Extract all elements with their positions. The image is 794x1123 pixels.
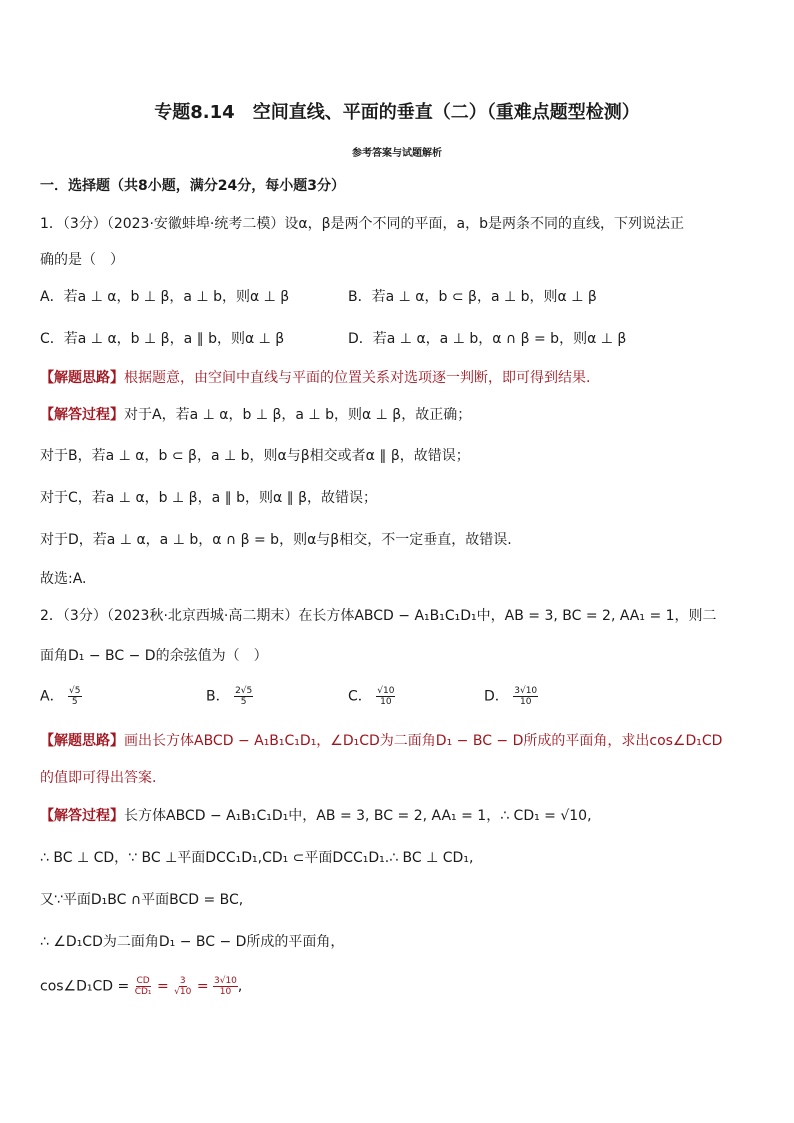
q2-option-a — [40, 686, 82, 707]
frac-denominator: 10 — [519, 697, 532, 707]
page-title: 专题8.14 空间直线、平面的垂直（二）（重难点题型检测） — [154, 102, 640, 123]
q2-option-d-letter: D． — [484, 688, 509, 705]
q2-idea-text: 画出长方体ABCD − A₁B₁C₁D₁，∠D₁CD为二面角D₁ − BC − D所成的平面角，求出cos∠D₁CD — [124, 733, 723, 749]
frac-denominator: 5 — [71, 697, 78, 707]
q2-cos-frac-3 — [213, 976, 238, 997]
q1-solution-process — [40, 405, 754, 425]
q2-option-a-letter: A． — [40, 688, 64, 705]
q1-option-a: A．若a ⊥ α，b ⊥ β，a ⊥ b，则α ⊥ β — [40, 289, 290, 305]
frac-denominator: 5 — [240, 697, 247, 707]
q2-stem-line1: 2．（3分）（2023秋·北京西城·高二期末）在长方体ABCD − A₁B₁C₁D₁中，AB = 3, BC = 2, AA₁ = 1，则二 — [40, 608, 717, 624]
q2-cos-equation — [40, 976, 754, 997]
page-subtitle: 参考答案与试题解析 — [352, 148, 442, 159]
q2-option-d-fraction — [513, 686, 538, 707]
equals-sign: = — [196, 978, 209, 995]
q2-option-b — [206, 686, 253, 707]
q2-cos-suffix: , — [237, 978, 243, 995]
frac-numerator: √10 — [377, 686, 395, 696]
q1-idea-tag: 【解题思路】 — [40, 370, 124, 386]
q1-process-line-b: 对于B，若a ⊥ α，b ⊂ β，a ⊥ b，则α与β相交或者α ∥ β，故错误； — [40, 448, 470, 464]
q1-solution-idea — [40, 368, 754, 388]
frac-numerator: 3 — [179, 976, 186, 986]
q2-process-text: 长方体ABCD − A₁B₁C₁D₁中，AB = 3, BC = 2, AA₁ = 1，∴ CD₁ = √10, — [124, 808, 592, 824]
q2-option-c-fraction — [376, 686, 395, 707]
q1-option-c: C．若a ⊥ α，b ⊥ β，a ∥ b，则α ⊥ β — [40, 331, 285, 347]
frac-denominator: 10 — [219, 987, 232, 997]
q2-process-tag: 【解答过程】 — [40, 808, 124, 824]
q2-option-d — [484, 686, 538, 707]
frac-numerator: 3√10 — [214, 976, 237, 986]
frac-numerator: 3√10 — [514, 686, 538, 696]
q2-option-c-letter: C． — [348, 688, 372, 705]
q2-solution-process — [40, 806, 754, 826]
frac-denominator: 10 — [380, 697, 392, 707]
q2-option-b-fraction — [234, 686, 253, 707]
section-heading: 一．选择题（共8小题，满分24分，每小题3分） — [40, 178, 345, 194]
q1-option-d: D．若a ⊥ α，a ⊥ b，α ∩ β = b，则α ⊥ β — [348, 331, 627, 347]
q2-solution-idea — [40, 731, 754, 751]
q1-option-b: B．若a ⊥ α，b ⊂ β，a ⊥ b，则α ⊥ β — [348, 289, 597, 305]
frac-denominator: CD₁ — [134, 987, 152, 997]
q2-idea-text-2: 的值即可得出答案. — [40, 770, 157, 786]
q2-process-line-3: ∴ ∠D₁CD为二面角D₁ − BC − D所成的平面角， — [40, 934, 345, 950]
frac-numerator: 2√5 — [235, 686, 253, 696]
q1-idea-text: 根据题意，由空间中直线与平面的位置关系对选项逐一判断，即可得到结果. — [124, 370, 591, 386]
frac-numerator: √5 — [69, 686, 81, 696]
q2-process-line-2: 又∵平面D₁BC ∩平面BCD = BC, — [40, 892, 244, 908]
q2-cos-frac-1 — [134, 976, 153, 997]
q1-process-text: 对于A，若a ⊥ α，b ⊥ β，a ⊥ b，则α ⊥ β，故正确； — [124, 407, 472, 423]
q2-option-c — [348, 686, 395, 707]
q1-process-line-c: 对于C，若a ⊥ α，b ⊥ β，a ∥ b，则α ∥ β，故错误； — [40, 490, 378, 506]
q2-option-b-letter: B． — [206, 688, 230, 705]
q1-stem-line1: 1．（3分）（2023·安徽蚌埠·统考二模）设α，β是两个不同的平面，a，b是两条不同的直线，下列说法正 — [40, 216, 684, 232]
q2-process-line-1: ∴ BC ⊥ CD，∵ BC ⊥平面DCC₁D₁,CD₁ ⊂平面DCC₁D₁.∴ BC ⊥ CD₁, — [40, 850, 474, 866]
q1-process-tag: 【解答过程】 — [40, 407, 124, 423]
frac-numerator: CD — [136, 976, 150, 986]
q1-answer: 故选:A. — [40, 571, 87, 587]
q1-stem-line2: 确的是（ ） — [40, 252, 124, 268]
q2-stem-line2: 面角D₁ − BC − D的余弦值为（ ） — [40, 648, 268, 664]
q1-process-line-d: 对于D，若a ⊥ α，a ⊥ b，α ∩ β = b，则α与β相交，不一定垂直，故错误. — [40, 532, 512, 548]
q2-cos-frac-2 — [173, 976, 192, 997]
q2-cos-prefix: cos∠D₁CD = — [40, 978, 130, 995]
q2-idea-tag: 【解题思路】 — [40, 733, 124, 749]
frac-denominator: √10 — [174, 987, 192, 997]
q2-option-a-fraction — [68, 686, 81, 707]
equals-sign: = — [156, 978, 169, 995]
